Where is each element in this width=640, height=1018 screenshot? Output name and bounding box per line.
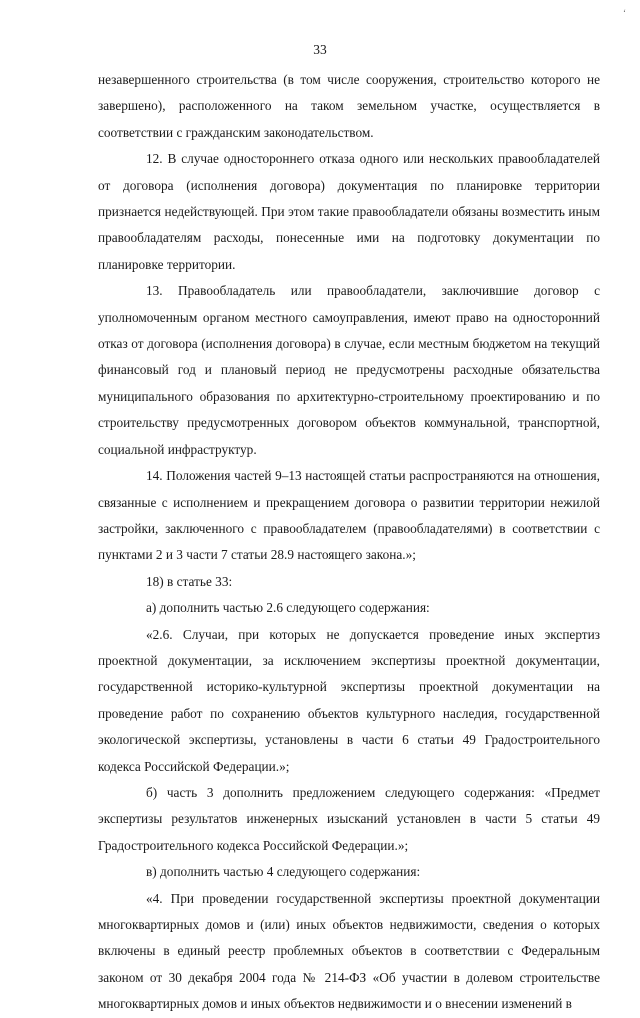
paragraph-part-12: 12. В случае одностороннего отказа одного или нескольких правообладателей от договора (исполнения договора) документация по планировке территории признается недействующей. При этом такие правообладатели обязаны возместить иным правообладателям расходы, понесенные ими на подготовку документации по планировке территории. [98,151,600,272]
paragraph-part-13: 13. Правообладатель или правообладатели, заключившие договор с уполномоченным органом местного самоуправления, имеют право на односторонний отказ от договора (исполнения договора) в случае, если местным бюджетом на текущий финансовый год и плановый период не предусмотрены расходные обязательства муниципального образования по архитектурно-строительному проектированию и по строительству предусмотренных договором объектов коммунальной, транспортной, социальной инфраструктур. [98,283,600,457]
paragraph-subitem-a: а) дополнить частью 2.6 следующего содержания: [146,600,430,616]
paragraph-item-18: 18) в статье 33: [146,573,233,589]
page-number: 33 [313,42,327,57]
paragraph-part-14: 14. Положения частей 9–13 настоящей статьи распространяются на отношения, связанные с исполнением и прекращением договора о развитии территории нежилой застройки, заключенного с правообладателем (правообладателями) в соответствии с пунктами 2 и 3 части 7 статьи 28.9 настоящего закона.»; [98,468,600,563]
body-text [98,67,600,1018]
paragraph-continuation: незавершенного строительства (в том числе сооружения, строительство которого не завершено), расположенного на таком земельном участке, осуществляется в соответствии с гражданским законодательством. [98,72,600,140]
paragraph-subitem-b: б) часть 3 дополнить предложением следующего содержания: «Предмет экспертизы результатов инженерных изысканий установлен в части 5 статьи 49 Градостроительного кодекса Российской Федерации.»; [98,784,600,853]
paragraph-subitem-v: в) дополнить частью 4 следующего содержания: [146,864,421,880]
paragraph-part-2-6: «2.6. Случаи, при которых не допускается проведение иных экспертиз проектной документации, за исключением экспертизы проектной документации, государственной историко-культурной экспертизы проектной документации на проведение работ по сохранению объектов культурного наследия, государственной экологической экспертизы, установлены в части 6 статьи 49 Градостроительного кодекса Российской Федерации.»; [98,626,600,774]
paragraph-part-4: «4. При проведении государственной экспертизы проектной документации многоквартирных домов и (или) иных объектов недвижимости, сведения о которых включены в единый реестр проблемных объектов в соответствии с Федеральным законом от 30 декабря 2004 года № 214-ФЗ «Об участии в долевом строительстве многоквартирных домов и иных объектов недвижимости и о внесении изменений в [98,890,600,1012]
corner-mark: ‘ [623,8,626,18]
